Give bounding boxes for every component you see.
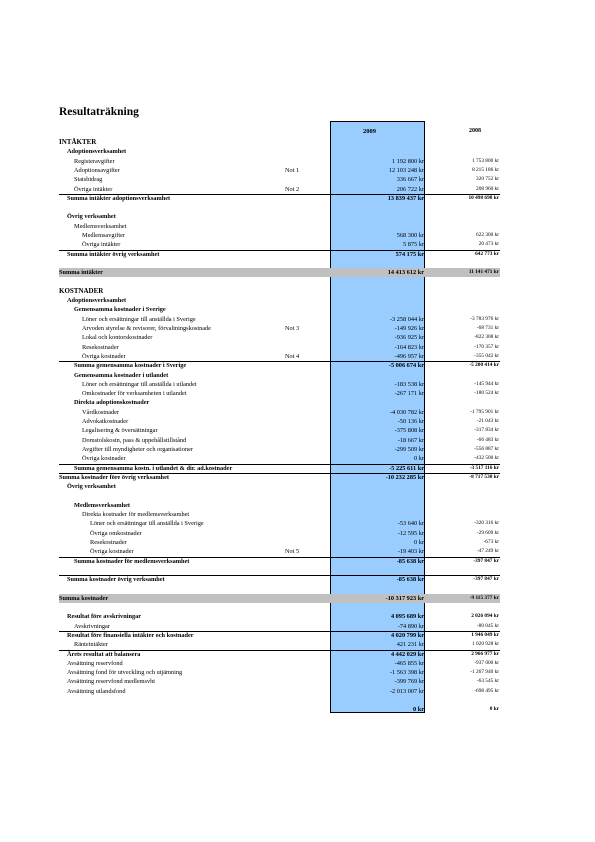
- row-label: Vårdkostnader: [82, 408, 120, 416]
- row-label: Medlemsverksamhet: [74, 222, 127, 230]
- value-2009: -53 640 kr: [397, 520, 424, 528]
- table-row: [0, 343, 595, 352]
- value-2009: -5 006 674 kr: [388, 362, 424, 370]
- table-row: [0, 650, 595, 659]
- value-2008: -698 495 kr: [474, 687, 499, 694]
- row-label: Avskrivningar: [74, 622, 110, 630]
- value-2008: -320 316 kr: [474, 520, 499, 527]
- table-row: [0, 278, 595, 287]
- value-2009: -2 013 007 kr: [389, 687, 424, 695]
- row-label: Avsättning reservfond medlemsvht: [67, 678, 156, 686]
- value-2009: -85 638 kr: [396, 557, 424, 565]
- row-label: INTÄKTER: [59, 138, 97, 146]
- value-2009: 0 kr: [412, 706, 424, 714]
- table-row: [0, 240, 595, 249]
- row-label: Övriga intäkter: [82, 241, 121, 249]
- table-row: [0, 231, 595, 240]
- table-row: [0, 445, 595, 454]
- table-row: [0, 380, 595, 389]
- row-note: Not 5: [285, 548, 300, 556]
- row-label: Legalisering & översättningar: [82, 427, 158, 435]
- row-label: Summa gemensamma kostn. i utlandet & dir. ad.kostnader: [74, 464, 233, 472]
- row-label: Summa kostnader: [59, 594, 109, 602]
- value-2008: -1 795 901 kr: [470, 408, 499, 415]
- value-2009: 0 kr: [414, 538, 424, 546]
- value-2008: -68 731 kr: [476, 325, 499, 331]
- table-row: [0, 194, 595, 203]
- row-label: Löner och ersättningar till anställda i utlandet: [82, 380, 197, 388]
- value-2008: -937 000 kr: [474, 659, 499, 666]
- value-2008: -66 483 kr: [476, 436, 499, 443]
- table-row: [0, 222, 595, 231]
- value-2008: -1 267 940 kr: [470, 669, 499, 676]
- value-2008: 2 966 977 kr: [471, 650, 499, 657]
- value-2009: 4 095 689 kr: [390, 613, 424, 621]
- value-2008: -170 357 kr: [474, 343, 499, 350]
- table-row: [0, 147, 595, 156]
- value-2009: -164 823 kr: [394, 343, 424, 351]
- table-row: [0, 705, 595, 714]
- value-2009: -4 030 782 kr: [389, 408, 424, 416]
- table-row: [0, 436, 595, 445]
- value-2009: 14 413 612 kr: [387, 269, 424, 277]
- row-label: Summa intäkter övrig verksamhet: [67, 250, 160, 258]
- value-2008: -180 524 kr: [474, 390, 499, 397]
- table-row: [0, 575, 595, 584]
- value-2009: 206 722 kr: [396, 185, 424, 193]
- value-2009: 421 231 kr: [396, 641, 424, 649]
- value-2008: 0 kr: [489, 706, 499, 713]
- table-row: [0, 296, 595, 305]
- value-2008: -9 115 377 kr: [469, 594, 499, 601]
- value-2008: 642 773 kr: [475, 250, 499, 257]
- value-2009: 1 192 800 kr: [391, 157, 424, 165]
- page-title: Resultaträkning: [59, 106, 139, 118]
- row-note: Not 4: [285, 352, 300, 360]
- row-label: Advokatkostnader: [82, 418, 129, 425]
- row-label: Avsättning reservfond: [67, 659, 123, 667]
- table-row: [0, 491, 595, 500]
- row-label: Direkta adoptionskostnader: [74, 399, 150, 407]
- row-label: Adoptionsverksamhet: [67, 297, 127, 305]
- row-label: Gemensamma kostnader i Sverige: [74, 306, 166, 314]
- table-row: [0, 631, 595, 640]
- value-2008: 1 020 928 kr: [472, 641, 499, 648]
- value-2008: -822 308 kr: [474, 334, 499, 341]
- value-2009: -18 667 kr: [397, 436, 424, 444]
- value-2009: -267 171 kr: [394, 390, 424, 398]
- year-header-2008: 2008: [469, 128, 481, 134]
- value-2009: -465 855 kr: [394, 659, 424, 667]
- table-row: [0, 696, 595, 705]
- row-label: Resultat före avskrivningar: [67, 613, 142, 621]
- value-2009: -1 563 398 kr: [389, 669, 424, 677]
- row-label: Adoptionsverksamhet: [67, 148, 127, 156]
- table-row: [0, 640, 595, 649]
- row-label: Ränteintäkter: [74, 641, 108, 649]
- row-label: Domstolskostn, pass & uppehållstillstånd: [82, 436, 187, 444]
- row-label: Övrig verksamhet: [67, 213, 116, 221]
- row-label: Resekostnader: [90, 538, 127, 546]
- row-label: Lokal och kontorskostnader: [82, 334, 153, 342]
- row-label: Summa kostnader före övrig verksamhet: [59, 473, 169, 481]
- table-row: [0, 398, 595, 407]
- table-row: [0, 659, 595, 668]
- row-label: Omkostnader för verksamheten i utlandet: [82, 390, 187, 398]
- row-label: Statsbidrag: [74, 176, 103, 184]
- value-2008: -80 045 kr: [476, 622, 499, 629]
- table-row: [0, 389, 595, 398]
- value-2008: -673 kr: [483, 538, 499, 545]
- value-2008: -3 783 976 kr: [470, 315, 499, 322]
- row-label: Direkta kostnader för medlemsverksamhet: [82, 511, 190, 518]
- value-2008: 2 026 094 kr: [471, 613, 499, 620]
- value-2008: 10 498 698 kr: [468, 194, 499, 201]
- table-row: [0, 268, 595, 277]
- row-label: Arvoden styrelse & revisorer, förvaltningskostnade: [82, 325, 211, 332]
- row-label: Löner och ersättningar till anställda i Sverige: [82, 315, 196, 323]
- value-2009: 568 300 kr: [396, 232, 424, 239]
- row-label: Övrig verksamhet: [67, 483, 116, 491]
- row-label: Summa intäkter: [59, 269, 103, 277]
- value-2008: 8 215 186 kr: [472, 166, 499, 173]
- value-2009: -496 957 kr: [394, 352, 424, 360]
- table-row: [0, 668, 595, 677]
- value-2009: -149 926 kr: [394, 325, 424, 332]
- row-label: Registeravgifter: [74, 157, 115, 165]
- value-2009: 12 103 248 kr: [388, 166, 424, 174]
- value-2008: -397 847 kr: [473, 557, 499, 564]
- table-row: [0, 408, 595, 417]
- table-row: [0, 305, 595, 314]
- value-2009: -85 638 kr: [396, 576, 424, 584]
- row-label: Avgifter till myndigheter och organisationer: [82, 445, 193, 453]
- table-row: [0, 464, 595, 473]
- row-label: Medlemsavgifter: [82, 232, 126, 239]
- table-row: [0, 185, 595, 194]
- value-2009: -74 890 kr: [397, 622, 424, 630]
- table-row: [0, 361, 595, 370]
- value-2008: 11 141 471 kr: [468, 269, 499, 276]
- value-2008: -63 545 kr: [476, 678, 499, 685]
- value-2008: -432 500 kr: [474, 455, 499, 462]
- table-row: [0, 175, 595, 184]
- table-row: [0, 557, 595, 566]
- table-row: [0, 352, 595, 361]
- value-2008: -317 834 kr: [474, 427, 499, 434]
- value-2008: -21 043 kr: [476, 418, 499, 424]
- table-row: [0, 603, 595, 612]
- value-2008: -47 249 kr: [476, 548, 499, 555]
- value-2009: 5 875 kr: [403, 241, 424, 249]
- table-row: [0, 566, 595, 575]
- value-2009: 574 175 kr: [395, 250, 424, 258]
- table-row: [0, 371, 595, 380]
- value-2009: -3 258 044 kr: [389, 315, 424, 323]
- value-2009: 4 442 029 kr: [390, 650, 424, 658]
- table-row: [0, 594, 595, 603]
- value-2008: -397 847 kr: [473, 576, 499, 583]
- value-2008: 1 946 049 kr: [471, 631, 499, 638]
- row-label: Löner och ersättningar till anställda i Sverige: [90, 520, 204, 528]
- table-row: [0, 501, 595, 510]
- row-note: Not 1: [285, 166, 300, 174]
- value-2009: 336 667 kr: [396, 176, 424, 184]
- table-row: [0, 287, 595, 296]
- row-label: Summa kostnader övrig verksamhet: [67, 576, 165, 584]
- table-row: [0, 677, 595, 686]
- table-row: [0, 259, 595, 268]
- value-2008: -145 944 kr: [474, 380, 499, 387]
- value-2009: -183 538 kr: [394, 380, 424, 388]
- table-row: [0, 203, 595, 212]
- value-2009: -5 225 611 kr: [389, 464, 424, 472]
- row-label: Resekostnader: [82, 343, 119, 351]
- value-2008: -8 717 530 kr: [469, 473, 499, 480]
- value-2009: -299 509 kr: [394, 445, 424, 453]
- table-row: [0, 250, 595, 259]
- row-label: Årets resultat att balansera: [67, 650, 141, 658]
- value-2009: 4 020 799 kr: [390, 631, 424, 639]
- value-2008: -29 609 kr: [476, 529, 499, 536]
- row-label: Avsättning fond för utveckling och utjämning: [67, 669, 183, 677]
- table-row: [0, 473, 595, 482]
- value-2009: -375 808 kr: [394, 427, 424, 435]
- row-label: Övriga intäkter: [74, 185, 113, 193]
- row-label: Summa intäkter adoptionsverksamhet: [67, 194, 171, 202]
- value-2009: -12 595 kr: [397, 529, 424, 537]
- value-2008: -3 517 116 kr: [469, 464, 499, 471]
- table-row: [0, 417, 595, 426]
- value-2008: -556 887 kr: [474, 445, 499, 452]
- row-label: Adoptionsavgifter: [74, 166, 120, 174]
- table-row: [0, 622, 595, 631]
- value-2009: -10 317 923 kr: [385, 594, 424, 602]
- value-2008: -5 200 414 kr: [469, 362, 499, 369]
- value-2008: 208 960 kr: [476, 185, 499, 192]
- table-row: [0, 538, 595, 547]
- value-2009: -50 136 kr: [397, 418, 424, 425]
- row-label: Summa kostnader för medlemsverksamhet: [74, 557, 190, 565]
- table-row: [0, 510, 595, 519]
- table-row: [0, 157, 595, 166]
- row-label: Medlemsverksamhet: [74, 501, 130, 509]
- table-row: [0, 482, 595, 491]
- table-row: [0, 138, 595, 147]
- table-row: [0, 612, 595, 621]
- row-label: Övriga kostnader: [90, 548, 134, 556]
- table-row: [0, 529, 595, 538]
- value-2009: -10 232 285 kr: [385, 473, 424, 481]
- row-label: Övriga omkostnader: [90, 529, 142, 537]
- table-row: [0, 166, 595, 175]
- value-2008: 1 753 800 kr: [472, 157, 499, 164]
- row-label: Avsättning utlandsfond: [67, 687, 126, 695]
- table-row: [0, 584, 595, 593]
- value-2008: 20 473 kr: [478, 241, 499, 248]
- row-label: Övriga kostnader: [82, 455, 126, 463]
- value-2009: -936 925 kr: [394, 334, 424, 342]
- table-row: [0, 519, 595, 528]
- row-label: Övriga kostnader: [82, 352, 126, 360]
- table-row: [0, 324, 595, 333]
- value-2009: -399 769 kr: [394, 678, 424, 686]
- row-note: Not 3: [285, 325, 300, 332]
- year-header-2009: 2009: [363, 128, 376, 135]
- table-row: [0, 454, 595, 463]
- table-row: [0, 333, 595, 342]
- value-2008: 320 752 kr: [476, 176, 499, 183]
- table-row: [0, 687, 595, 696]
- value-2009: 0 kr: [414, 455, 424, 463]
- row-note: Not 2: [285, 185, 300, 193]
- table-row: [0, 212, 595, 221]
- row-label: Summa gemensamma kostnader i Sverige: [74, 362, 187, 370]
- value-2008: 622 300 kr: [476, 232, 499, 238]
- table-row: [0, 547, 595, 556]
- value-2008: -355 042 kr: [474, 352, 499, 359]
- value-2009: -19 403 kr: [397, 548, 424, 556]
- table-row: [0, 315, 595, 324]
- value-2009: 13 839 437 kr: [387, 194, 424, 202]
- row-label: Resultat före finansiella intäkter och kostnader: [67, 631, 194, 639]
- row-label: Gemensamma kostnader i utlandet: [74, 371, 169, 379]
- row-label: KOSTNADER: [59, 286, 104, 295]
- table-row: [0, 426, 595, 435]
